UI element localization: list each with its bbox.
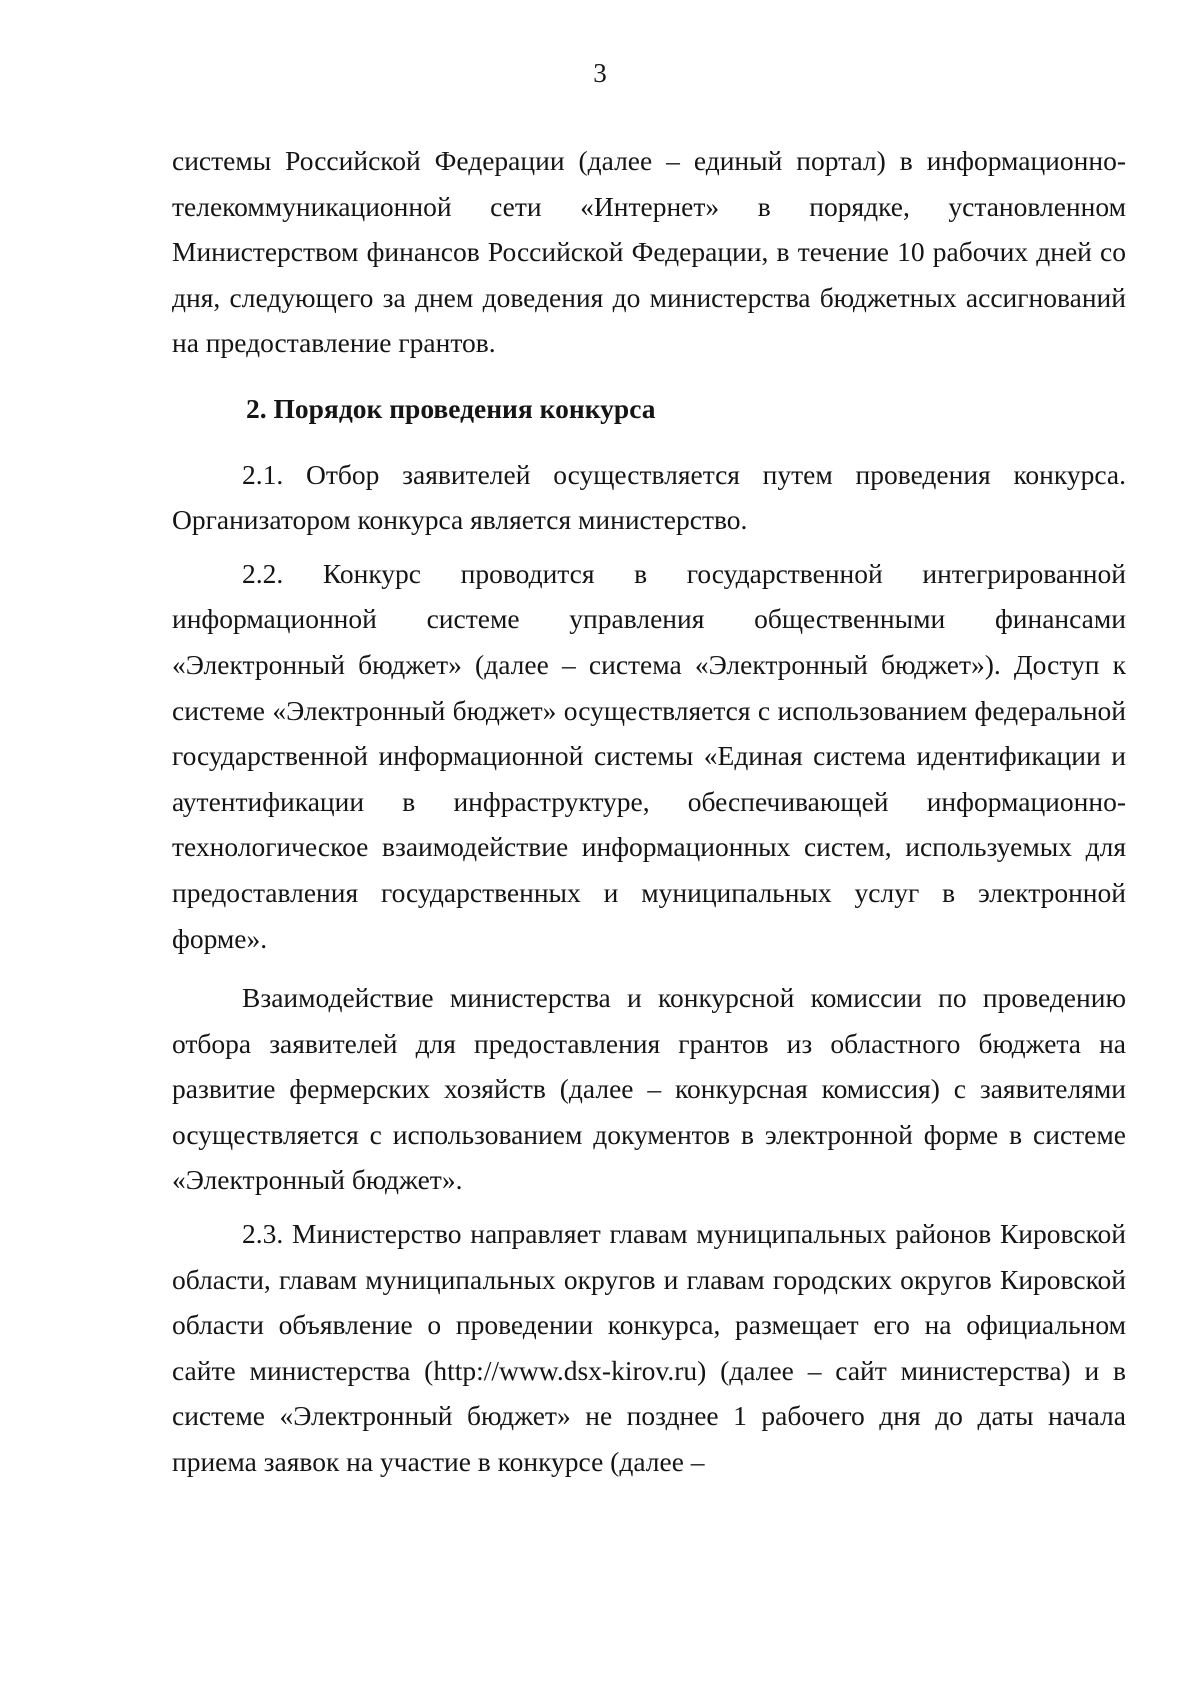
- section-heading: 2. Порядок проведения конкурса: [246, 392, 656, 424]
- paragraph-2-1: 2.1. Отбор заявителей осуществляется путем проведения конкурса. Организатором конкурса является министерство.: [172, 458, 1126, 536]
- page-number: 3: [593, 58, 607, 88]
- document-body: [172, 138, 1126, 1485]
- paragraph-interaction: Взаимодействие министерства и конкурсной комиссии по проведению отбора заявителей для предоставления грантов из областного бюджета на развитие фермерских хозяйств (далее – конкурсная комиссия) с заявителями осуществляется с использованием документов в электронной форме в системе «Электронный бюджет».: [172, 982, 1126, 1196]
- paragraph-2-3: 2.3. Министерство направляет главам муниципальных районов Кировской области, главам муниципальных округов и главам городских округов Кировской области объявление о проведении конкурса, размещает его на официальном сайте министерства (http://www.dsx-kirov.ru) (далее – сайт министерства) и в системе «Электронный бюджет» не позднее 1 рабочего дня до даты начала приема заявок на участие в конкурсе (далее –: [172, 1218, 1126, 1478]
- paragraph-continuation: системы Российской Федерации (далее – единый портал) в информационно-телекоммуникационной сети «Интернет» в порядке, установленном Министерством финансов Российской Федерации, в течение 10 рабочих дней со дня, следующего за днем доведения до министерства бюджетных ассигнований на предоставление грантов.: [172, 145, 1126, 359]
- paragraph-2-2: 2.2. Конкурс проводится в государственной интегрированной информационной системе управления общественными финансами «Электронный бюджет» (далее – система «Электронный бюджет»). Доступ к системе «Электронный бюджет» осуществляется с использованием федеральной государственной информационной системы «Единая система идентификации и аутентификации в инфраструктуре, обеспечивающей информационно-технологическое взаимодействие информационных систем, используемых для предоставления государственных и муниципальных услуг в электронной форме».: [172, 557, 1126, 954]
